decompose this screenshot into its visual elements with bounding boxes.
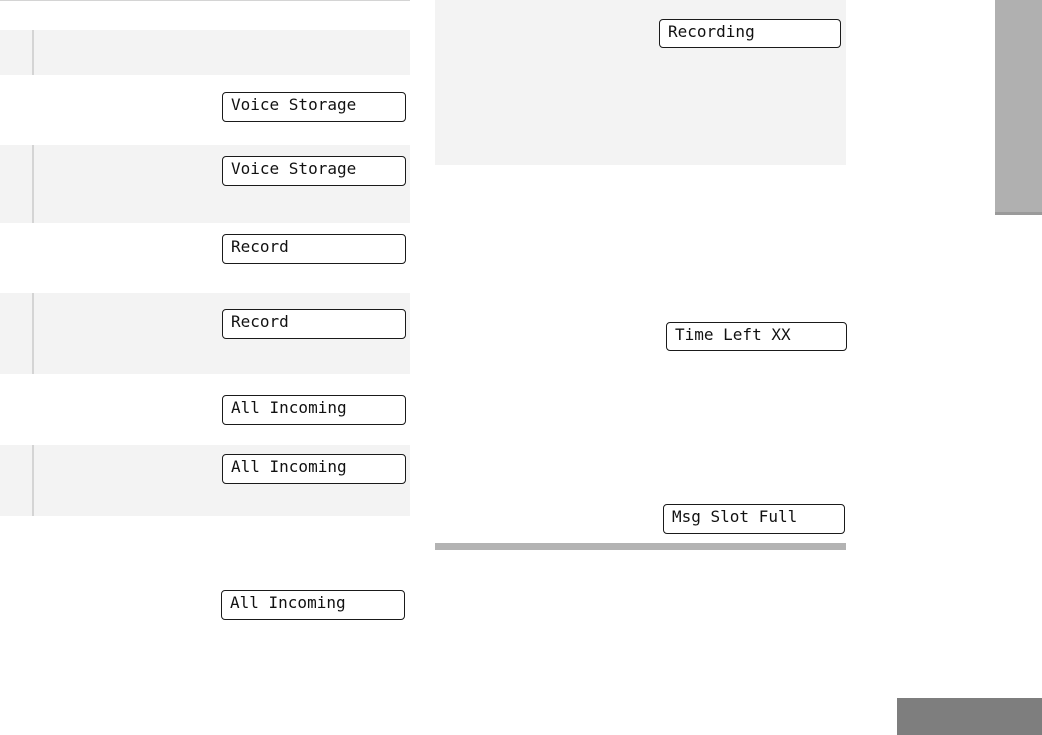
step-row-shaded xyxy=(0,30,410,75)
section-divider xyxy=(435,543,846,550)
step-column-rule xyxy=(32,293,34,374)
step-column-rule xyxy=(32,30,34,75)
lcd-display-all-incoming: All Incoming xyxy=(222,454,406,484)
step-column-rule xyxy=(32,145,34,223)
page-number-tab xyxy=(897,698,1042,735)
lcd-display-voice-storage: Voice Storage xyxy=(222,92,406,122)
chapter-side-tab xyxy=(995,0,1042,215)
lcd-display-record: Record xyxy=(222,309,406,339)
top-rule xyxy=(0,0,410,1)
lcd-display-msg-slot-full: Msg Slot Full xyxy=(663,504,845,534)
lcd-display-voice-storage: Voice Storage xyxy=(222,156,406,186)
lcd-display-all-incoming: All Incoming xyxy=(222,395,406,425)
lcd-display-time-left: Time Left XX xyxy=(666,322,847,351)
lcd-display-record: Record xyxy=(222,234,406,264)
chapter-side-tab-edge xyxy=(995,212,1042,215)
lcd-display-all-incoming: All Incoming xyxy=(221,590,405,620)
step-column-rule xyxy=(32,445,34,516)
lcd-display-recording: Recording xyxy=(659,19,841,48)
